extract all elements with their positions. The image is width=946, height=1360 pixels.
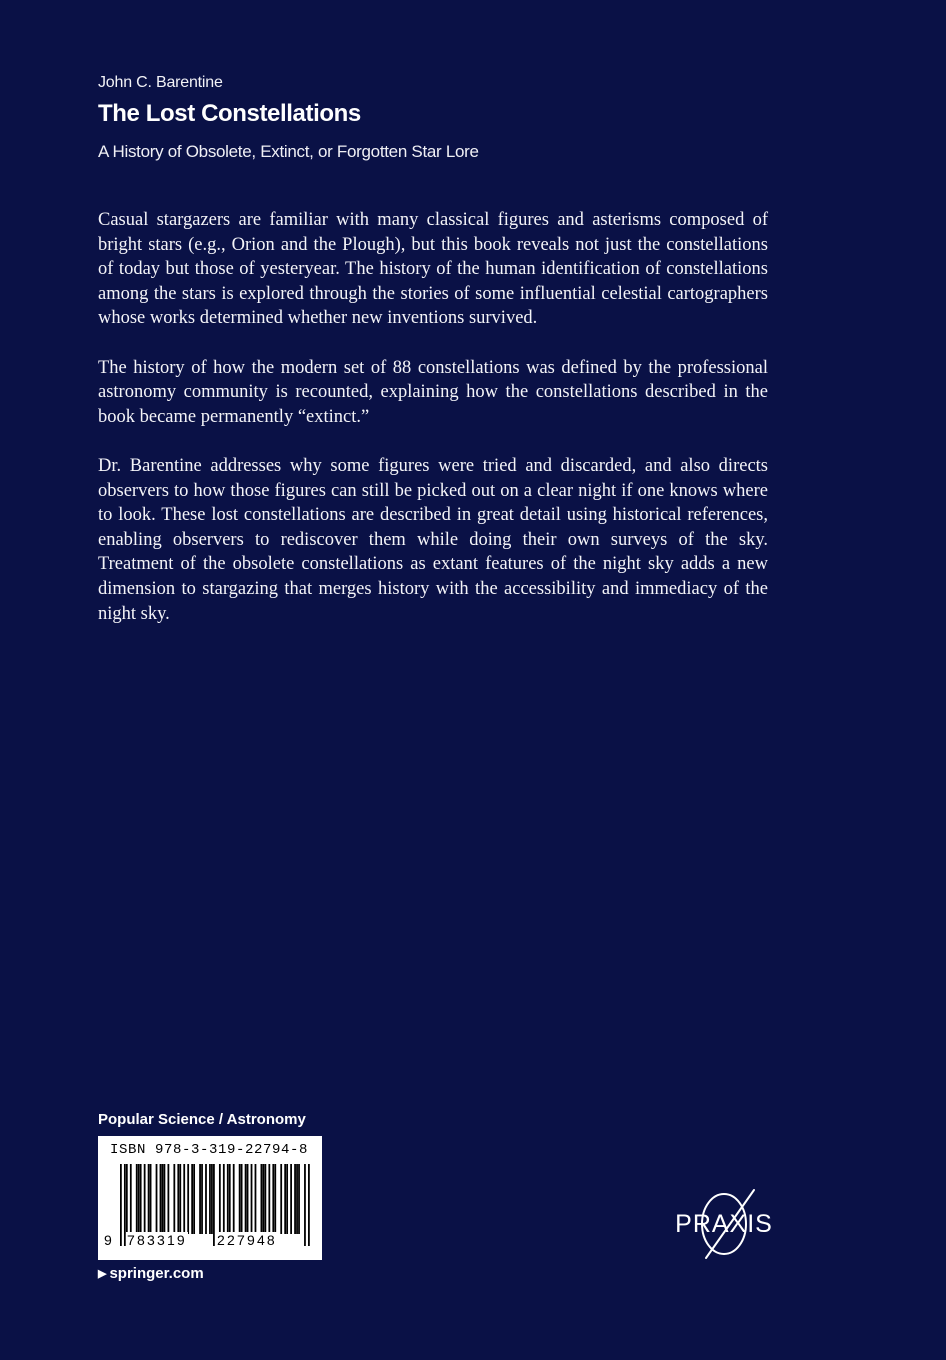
barcode-bar — [205, 1164, 207, 1234]
book-title: The Lost Constellations — [98, 100, 361, 127]
blurb-text — [98, 208, 768, 651]
barcode-bar — [173, 1164, 175, 1234]
barcode-bar — [219, 1164, 221, 1234]
barcode-bar — [199, 1164, 201, 1234]
barcode-bar — [130, 1164, 132, 1234]
barcode-bar — [274, 1164, 276, 1234]
barcode-bar — [150, 1164, 152, 1234]
barcode-bar — [284, 1164, 286, 1234]
blurb-paragraph: The history of how the modern set of 88 constellations was defined by the professional astronomy community is recounted, explaining how the constellations described in the book became permanently “extinct.” — [98, 357, 768, 427]
barcode-bar — [162, 1164, 164, 1234]
barcode-bar — [227, 1164, 229, 1234]
blurb-paragraph: Casual stargazers are familiar with many classical figures and asterisms composed of bright stars (e.g., Orion and the Plough), but this book reveals not just the constellations of today but those of yesteryear. The history of the human identification of constellations among the stars is explored through the stories of some influential celestial cartographers whose works determined whether new inventions survived. — [98, 210, 768, 329]
barcode-bar — [168, 1164, 170, 1234]
barcode-bar — [268, 1164, 270, 1234]
barcode-bar — [245, 1164, 247, 1234]
barcode-bar — [251, 1164, 253, 1234]
praxis-logo — [662, 1186, 786, 1264]
publisher-website[interactable] — [98, 1265, 204, 1282]
barcode-bar — [261, 1164, 263, 1234]
barcode-bar — [156, 1164, 158, 1234]
barcode-bar — [294, 1164, 296, 1234]
barcode-bar — [191, 1164, 193, 1234]
isbn-label: ISBN 978-3-319-22794-8 — [110, 1142, 309, 1158]
barcode-bar — [164, 1164, 166, 1234]
barcode-bar — [179, 1164, 181, 1234]
barcode-bar — [136, 1164, 138, 1234]
barcode-bar — [223, 1164, 225, 1234]
website-label: springer.com — [109, 1265, 204, 1282]
barcode-bar — [233, 1164, 235, 1234]
barcode-bar — [239, 1164, 241, 1234]
barcode-bar — [263, 1164, 265, 1234]
barcode-bar — [241, 1164, 243, 1234]
barcode-bar — [264, 1164, 266, 1234]
barcode-bar — [126, 1164, 128, 1234]
barcode-bar — [290, 1164, 292, 1234]
arrow-right-icon: ▶ — [98, 1268, 107, 1280]
barcode-bar — [148, 1164, 150, 1234]
barcode-bar — [308, 1164, 310, 1246]
barcode-bar — [193, 1164, 195, 1234]
barcode-first-digit: 9 — [104, 1232, 112, 1248]
barcode-bar — [187, 1164, 189, 1234]
barcode-bar — [286, 1164, 288, 1234]
barcode-bar — [160, 1164, 162, 1234]
barcode-bar — [138, 1164, 140, 1234]
barcode-bar — [304, 1164, 306, 1246]
barcode-left-digits: 783319 — [127, 1232, 187, 1248]
barcode-bar — [298, 1164, 300, 1234]
barcode-bar — [120, 1164, 122, 1246]
barcode-bar — [177, 1164, 179, 1234]
subject-category: Popular Science / Astronomy — [98, 1111, 306, 1128]
barcode-bar — [211, 1164, 213, 1234]
isbn-barcode — [98, 1136, 322, 1260]
blurb-paragraph: Dr. Barentine addresses why some figures were tried and discarded, and also directs observers to how those figures can still be picked out on a clear night if one knows where to look. These lost constellations are described in great detail using historical references, enabling observers to rediscover them while doing their own surveys of the sky. Treatment of the obsolete constellations as extant features of the night sky adds a new dimension to stargazing that merges history with the accessibility and immediacy of the night sky. — [98, 455, 768, 624]
barcode-bar — [140, 1164, 142, 1234]
barcode-bar — [209, 1164, 211, 1234]
barcode-bar — [201, 1164, 203, 1234]
book-subtitle: A History of Obsolete, Extinct, or Forgotten Star Lore — [98, 142, 479, 161]
barcode-bar — [183, 1164, 185, 1234]
barcode-bar — [213, 1164, 215, 1246]
barcode-bar — [229, 1164, 231, 1234]
barcode-bar — [272, 1164, 274, 1234]
barcode-bar — [280, 1164, 282, 1234]
barcode-right-digits: 227948 — [217, 1232, 277, 1248]
barcode-bar — [296, 1164, 298, 1234]
barcode-bar — [144, 1164, 146, 1234]
author-name: John C. Barentine — [98, 74, 223, 91]
barcode-bar — [247, 1164, 249, 1234]
logo-wordmark: PRAXIS — [675, 1210, 773, 1238]
barcode-bar — [255, 1164, 257, 1234]
